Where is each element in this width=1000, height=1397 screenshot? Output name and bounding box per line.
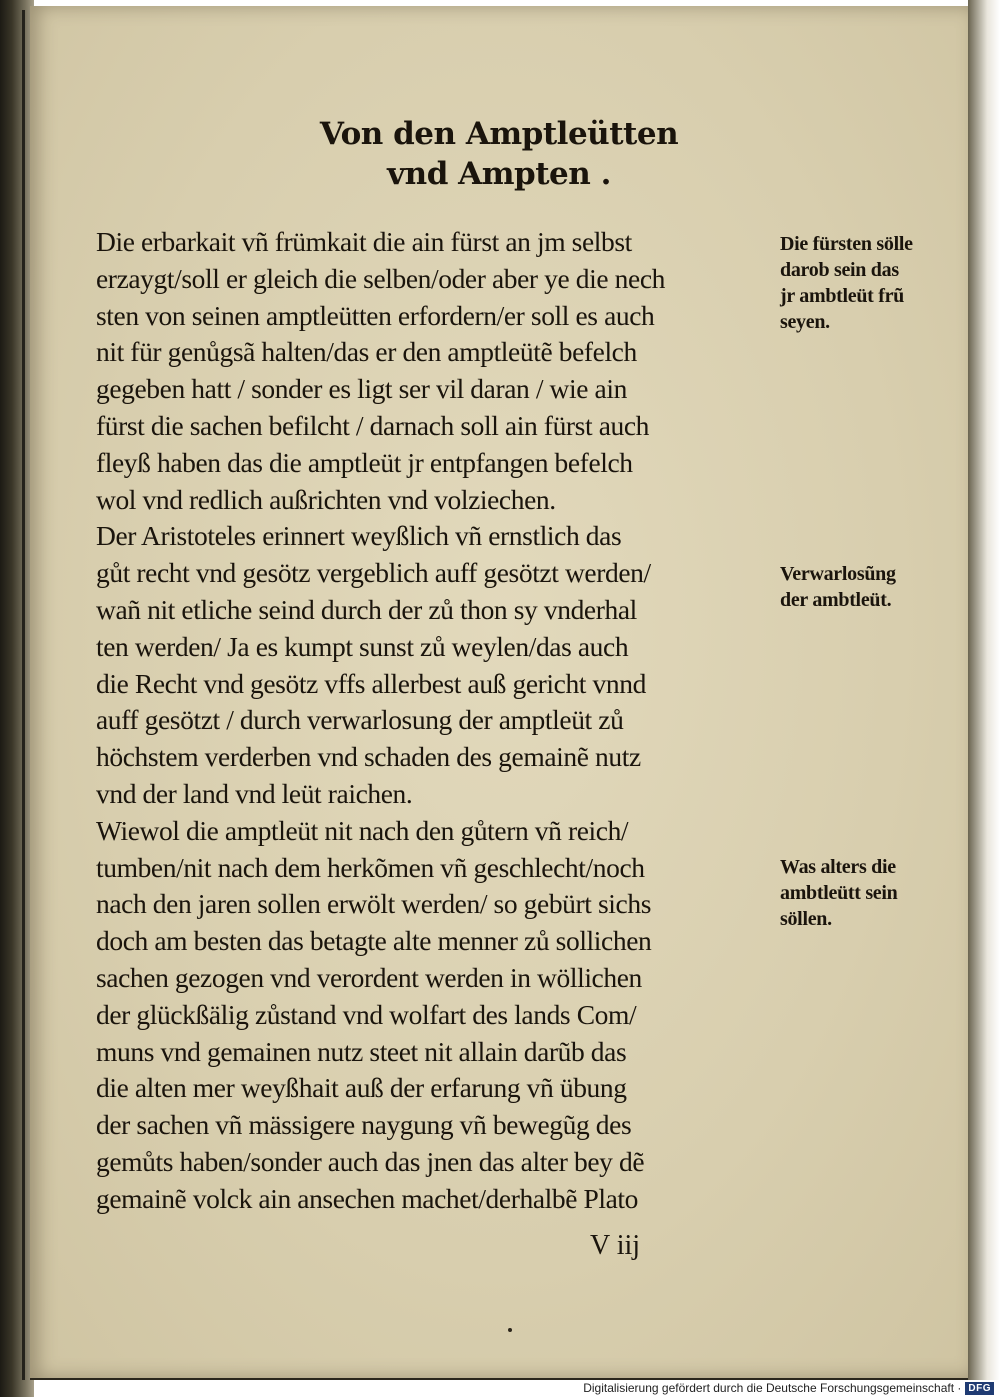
text-line: die alten mer weyßhait auß der erfarung vñ übung [96, 1072, 627, 1104]
page-title [30, 114, 968, 194]
text-line: die Recht vnd gesötz vffs allerbest auß gericht vnnd [96, 667, 646, 699]
book-page [30, 6, 971, 1380]
footer-text: Digitalisierung gefördert durch die Deutsche Forschungsgemeinschaft · [583, 1381, 962, 1395]
margin-note-line: Was alters die [780, 856, 896, 878]
page-shadow [968, 0, 1000, 1380]
margin-note-line: Verwarlosũng [780, 563, 896, 585]
margin-note-line: seyen. [780, 311, 830, 333]
footer-credit [583, 1381, 994, 1395]
title-line-2: vnd Ampten . [387, 156, 611, 192]
text-line: gemainẽ volck ain ansechen machet/derhalbẽ Plato [96, 1182, 639, 1214]
text-line: gůt recht vnd gesötz vergeblich auff gesötzt werden/ [96, 557, 651, 589]
text-line: wañ nit etliche seind durch der zů thon sy vnderhal [96, 593, 637, 625]
text-line: der glückßälig zůstand vnd wolfart des lands Com/ [96, 998, 637, 1030]
margin-note-2 [780, 561, 965, 613]
margin-note-line: darob sein das [780, 259, 899, 281]
text-line: auff gesötzt / durch verwarlosung der amptleüt zů [96, 704, 624, 736]
text-line: gegeben hatt / sonder es ligt ser vil daran / wie ain [96, 373, 627, 405]
text-line: tumben/nit nach dem herkõmen vñ geschlecht/noch [96, 851, 645, 883]
dfg-logo: DFG [965, 1382, 994, 1395]
margin-note-3 [780, 854, 965, 932]
text-line: der sachen vñ mässigere naygung vñ bewegũg des [96, 1109, 632, 1141]
text-line: Der Aristoteles erinnert weyßlich vñ ernstlich das [96, 520, 622, 552]
text-line: Wiewol die amptleüt nit nach den gůtern vñ reich/ [96, 814, 629, 846]
margin-note-line: jr ambtleüt frũ [780, 285, 904, 307]
margin-note-line: ambtleütt sein [780, 882, 898, 904]
text-line: ten werden/ Ja es kumpt sunst zů weylen/das auch [96, 630, 629, 662]
text-line: wol vnd redlich außrichten vnd volziechen. [96, 483, 556, 515]
text-line: sten von seinen amptleütten erfordern/er soll es auch [96, 299, 655, 331]
body-text [96, 224, 806, 1218]
margin-note-line: der ambtleüt. [780, 589, 892, 611]
text-line: erzaygt/soll er gleich die selben/oder aber ye die nech [96, 262, 665, 294]
margin-note-line: Die fürsten sölle [780, 233, 913, 255]
text-line: doch am besten das betagte alte menner zů sollichen [96, 925, 652, 957]
text-line: vnd der land vnd leüt raichen. [96, 777, 413, 809]
text-line: fleyß haben das die amptleüt jr entpfangen befelch [96, 446, 633, 478]
book-edge [0, 0, 34, 1397]
text-line: nach den jaren sollen erwölt werden/ so gebürt sichs [96, 888, 651, 920]
title-line-1: Von den Amptleütten [319, 116, 679, 152]
text-line: höchstem verderben vnd schaden des gemainẽ nutz [96, 741, 641, 773]
text-line: fürst die sachen befilcht / darnach soll ain fürst auch [96, 409, 650, 441]
text-line: sachen gezogen vnd verordent werden in wöllichen [96, 961, 642, 993]
margin-note-1 [780, 231, 965, 335]
text-line: nit für genůgsã halten/das er den amptleütẽ befelch [96, 336, 637, 368]
margin-note-line: söllen. [780, 908, 832, 930]
page-speck [508, 1328, 512, 1332]
binding-line [22, 10, 25, 1380]
text-line: muns vnd gemainen nutz steet nit allain darũb das [96, 1035, 627, 1067]
signature-mark: V iij [590, 1230, 641, 1261]
text-line: Die erbarkait vñ frümkait die ain fürst an jm selbst [96, 226, 632, 257]
text-line: gemůts haben/sonder auch das jnen das alter bey dẽ [96, 1145, 645, 1177]
